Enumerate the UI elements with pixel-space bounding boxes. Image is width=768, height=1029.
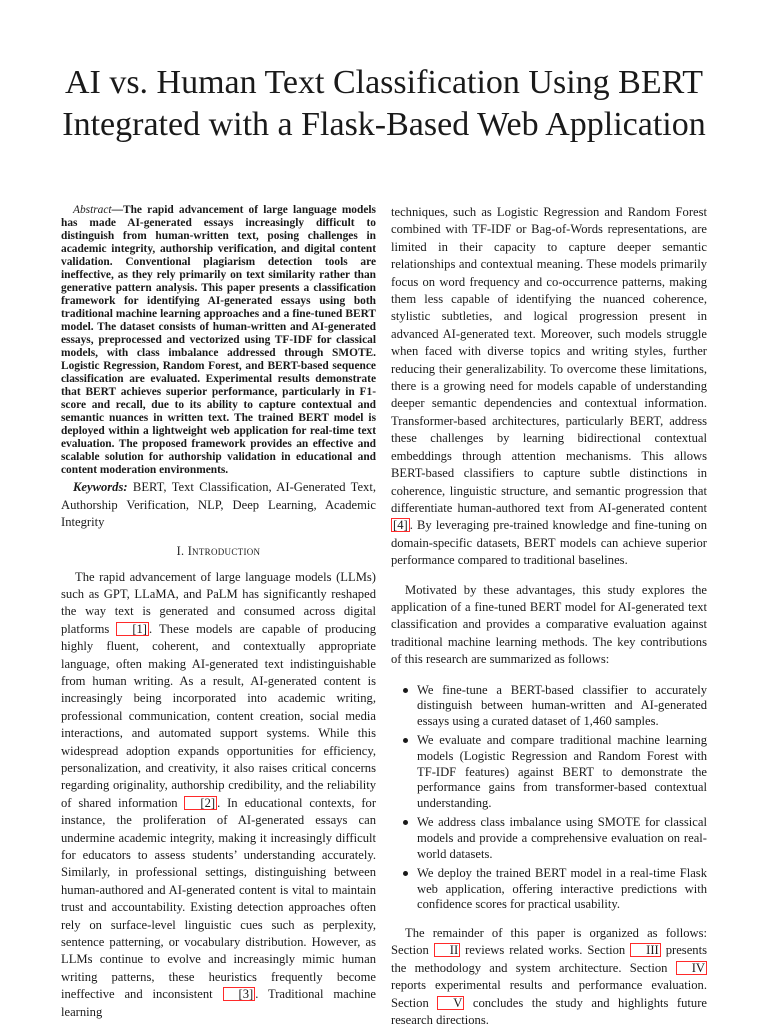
citation-link-4[interactable]: [4] xyxy=(393,518,408,533)
intro-text-d: . Traditional machine learning xyxy=(61,987,376,1019)
bullet-icon xyxy=(403,688,408,693)
organization-paragraph xyxy=(391,925,707,1029)
list-item-text: We address class imbalance using SMOTE for classical models and provide a comprehensive evaluation on real-world datasets. xyxy=(417,815,707,861)
intro-paragraph xyxy=(61,569,376,1022)
right-column xyxy=(391,204,707,1029)
intro-text-a: The rapid advancement of large language models (LLMs) such as GPT, LLaMA, and PaLM has significantly reshaped the way text is generated and consumed across digital platforms xyxy=(61,569,376,636)
section-link-5[interactable]: V xyxy=(437,996,464,1010)
section-link-3[interactable]: III xyxy=(630,943,661,957)
org-text-c: presents the methodology and system architecture. Section xyxy=(391,943,707,975)
citation-link-3[interactable]: [3] xyxy=(223,987,256,1001)
left-column xyxy=(61,204,376,1021)
continued-paragraph xyxy=(391,204,707,570)
bullet-icon xyxy=(403,820,408,825)
motivation-paragraph: Motivated by these advantages, this study explores the application of a fine-tuned BERT model for AI-generated text classification and provides a comparative evaluation against traditional machine learning methods. The key contributions of this research are summarized as follows: xyxy=(391,582,707,667)
org-text-d: reports experimental results and performance evaluation. Section xyxy=(391,978,707,1010)
abstract-label: Abstract xyxy=(73,204,112,216)
title-line-2: Integrated with a Flask-Based Web Application xyxy=(62,106,706,143)
citation-link-2[interactable]: [2] xyxy=(184,796,217,810)
contributions-list xyxy=(391,683,707,913)
intro-text-c: . In educational contexts, for instance, the proliferation of AI-generated essays can undermine academic integrity, making it increasingly difficult for educators to assess students’ understanding accurately. Similarly, in professional settings, distinguishing between human-authored and AI-generated content is vital to maintain trust and accountability. Existing detection approaches often rely on surface-level linguistic cues such as perplexity, sentence patterning, or vocabulary distribution. However, as LLMs continue to evolve and increasingly mimic human writing patterns, these heuristics frequently become ineffective and inconsistent xyxy=(61,795,377,1002)
list-item xyxy=(391,683,707,730)
section-title: Introduction xyxy=(187,543,261,558)
intro-text-b: . These models are capable of producing highly fluent, coherent, and contextually appropriate language, often making AI-generated text indistinguishable from human writing. As a result, AI-generated content is increasingly being incorporated into academic writing, professional communication, content creation, social media interactions, and automated support systems. While this widespread adoption expands opportunities for efficiency, personalization, and creativity, it also raises critical concerns regarding originality, authorship credibility, and the reliability of shared information xyxy=(61,621,376,810)
section-numeral: I. xyxy=(176,543,188,558)
list-item xyxy=(391,815,707,862)
title-line-1: AI vs. Human Text Classification Using BERT xyxy=(64,64,704,101)
bullet-icon xyxy=(403,871,408,876)
list-item-text: We evaluate and compare traditional machine learning models (Logistic Regression and Random Forest with TF-IDF features) against BERT to demonstrate the performance gains from transformer-based contextual understanding. xyxy=(417,733,707,810)
list-item xyxy=(391,733,707,811)
list-item-text: We deploy the trained BERT model in a real-time Flask web application, offering interactive predictions with confidence scores for practical usability. xyxy=(417,866,707,912)
keywords-label: Keywords: xyxy=(73,480,128,494)
paper-title xyxy=(40,62,728,146)
org-text-e: concludes the study and highlights future research directions. xyxy=(391,995,707,1027)
keywords xyxy=(61,479,376,532)
right-text-a: techniques, such as Logistic Regression and Random Forest combined with TF-IDF or Bag-of-Words representations, are limited in their capacity to capture deeper semantic relationships and contextual meaning. These models primarily focus on word frequency and co-occurrence patterns, making them less capable of identifying the nuanced coherence, stylistic subtleties, and logical progression present in advanced AI-generated text. Moreover, such models struggle when faced with diverse topics and writing styles, further reducing their generalizability. To overcome these limitations, there is a growing need for models capable of understanding deeper semantic dependencies and contextual information. Transformer-based architectures, particularly BERT, address these challenges by learning bidirectional contextual embeddings through attention mechanisms. This allows BERT-based classifiers to capture subtle distinctions in coherence, linguistic structure, and semantic progression that differentiate human-authored text from AI-generated content xyxy=(391,205,707,515)
org-text-a: The remainder of this paper is organized as follows: Section xyxy=(391,925,707,958)
abstract xyxy=(61,204,376,477)
keywords-text: BERT, Text Classification, AI-Generated Text, Authorship Verification, NLP, Deep Learning, Academic Integrity xyxy=(61,480,376,529)
section-heading-introduction xyxy=(61,544,376,559)
org-text-b: reviews related works. Section xyxy=(460,943,631,958)
abstract-text: —The rapid advancement of large language models has made AI-generated essays increasingly difficult to distinguish from human-written text, posing challenges in academic integrity, authorship verification, and digital content validation. Conventional plagiarism detection tools are ineffective, as they rely primarily on text similarity rather than generative pattern analysis. This paper presents a classification framework for identifying AI-generated essays using both traditional machine learning approaches and a fine-tuned BERT model. The dataset consists of human-written and AI-generated essays, preprocessed and vectorized using TF-IDF for classical models, with class imbalance addressed through SMOTE. Logistic Regression, Random Forest, and BERT-based sequence classification are evaluated. Experimental results demonstrate that BERT achieves superior performance, particularly in F1-score and recall, due to its ability to capture contextual and semantic nuances in written text. The trained BERT model is deployed within a lightweight web application for real-time text evaluation. The proposed framework provides an effective and scalable solution for authorship validation in educational and content moderation environments. xyxy=(61,204,376,476)
section-link-4[interactable]: IV xyxy=(676,961,707,975)
list-item-text: We fine-tune a BERT-based classifier to accurately distinguish between human-written and AI-generated essays using a curated dataset of 1,460 samples. xyxy=(417,682,707,728)
section-link-2[interactable]: II xyxy=(434,943,460,957)
bullet-icon xyxy=(403,738,408,743)
list-item xyxy=(391,866,707,913)
right-text-b: . By leveraging pre-trained knowledge and fine-tuning on domain-specific datasets, BERT models can achieve superior performance compared to traditional baselines. xyxy=(391,518,707,568)
citation-link-1[interactable]: [1] xyxy=(116,622,149,636)
